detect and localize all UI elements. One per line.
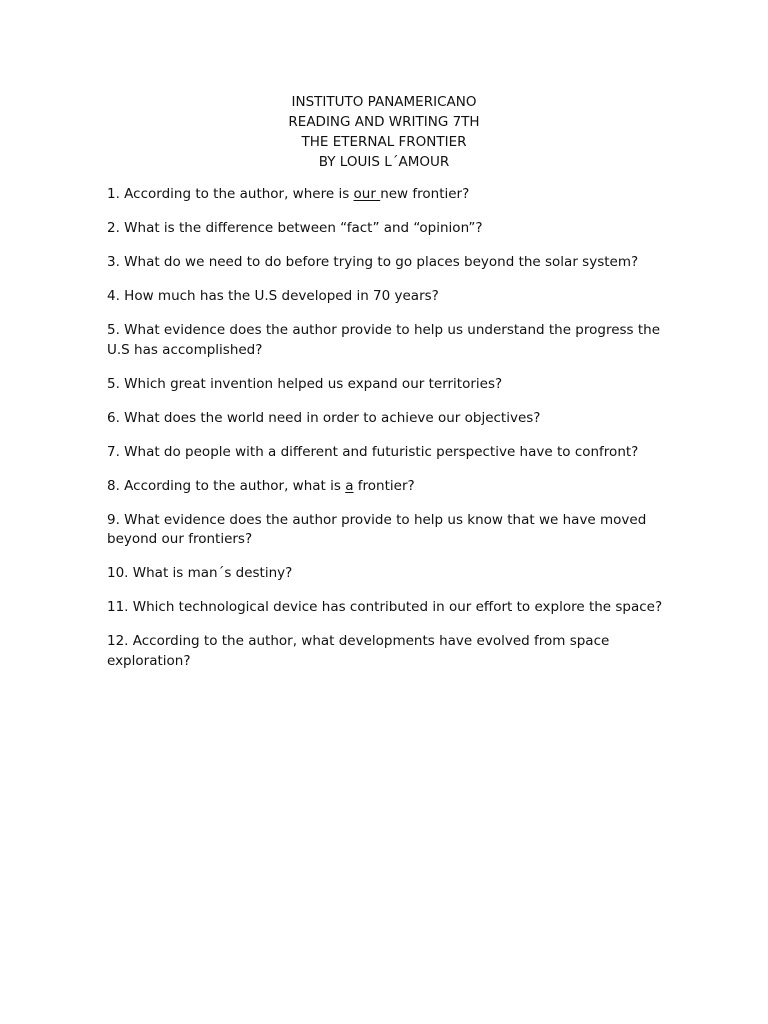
question-12: 12. According to the author, what developments have evolved from space exploration? bbox=[107, 633, 610, 669]
question-5b: 5. Which great invention helped us expand our territories? bbox=[107, 375, 503, 392]
course-name: READING AND WRITING 7TH bbox=[288, 114, 480, 130]
story-title: THE ETERNAL FRONTIER bbox=[301, 134, 467, 150]
question-8-text-end: frontier? bbox=[353, 477, 415, 494]
question-9: 9. What evidence does the author provide to help us know that we have moved beyond our frontiers? bbox=[107, 511, 647, 547]
question-3: 3. What do we need to do before trying to go places beyond the solar system? bbox=[107, 254, 639, 270]
question-11: 11. Which technological device has contributed in our effort to explore the space? bbox=[107, 599, 663, 615]
question-1-text-start: 1. According to the author, where is bbox=[107, 186, 354, 202]
question-8 bbox=[107, 477, 672, 497]
question-10: 10. What is man´s destiny? bbox=[107, 565, 293, 581]
question-8-text-start: 8. According to the author, what is bbox=[107, 477, 346, 494]
question-8-underlined-word: a bbox=[345, 477, 354, 494]
question-6: 6. What does the world need in order to achieve our objectives? bbox=[107, 409, 541, 426]
document-header bbox=[0, 92, 768, 172]
question-list bbox=[107, 185, 672, 686]
story-author: BY LOUIS L´AMOUR bbox=[318, 154, 450, 170]
question-5a: 5. What evidence does the author provide to help us understand the progress the U.S has accomplished? bbox=[107, 322, 661, 358]
question-1-underlined-word: our bbox=[353, 186, 381, 202]
question-1-text-end: new frontier? bbox=[380, 186, 470, 202]
question-2: 2. What is the difference between “fact” and “opinion”? bbox=[107, 220, 483, 236]
question-1 bbox=[107, 185, 672, 205]
question-7: 7. What do people with a different and futuristic perspective have to confront? bbox=[107, 443, 639, 460]
question-4: 4. How much has the U.S developed in 70 years? bbox=[107, 288, 439, 304]
school-name: INSTITUTO PANAMERICANO bbox=[291, 94, 477, 110]
